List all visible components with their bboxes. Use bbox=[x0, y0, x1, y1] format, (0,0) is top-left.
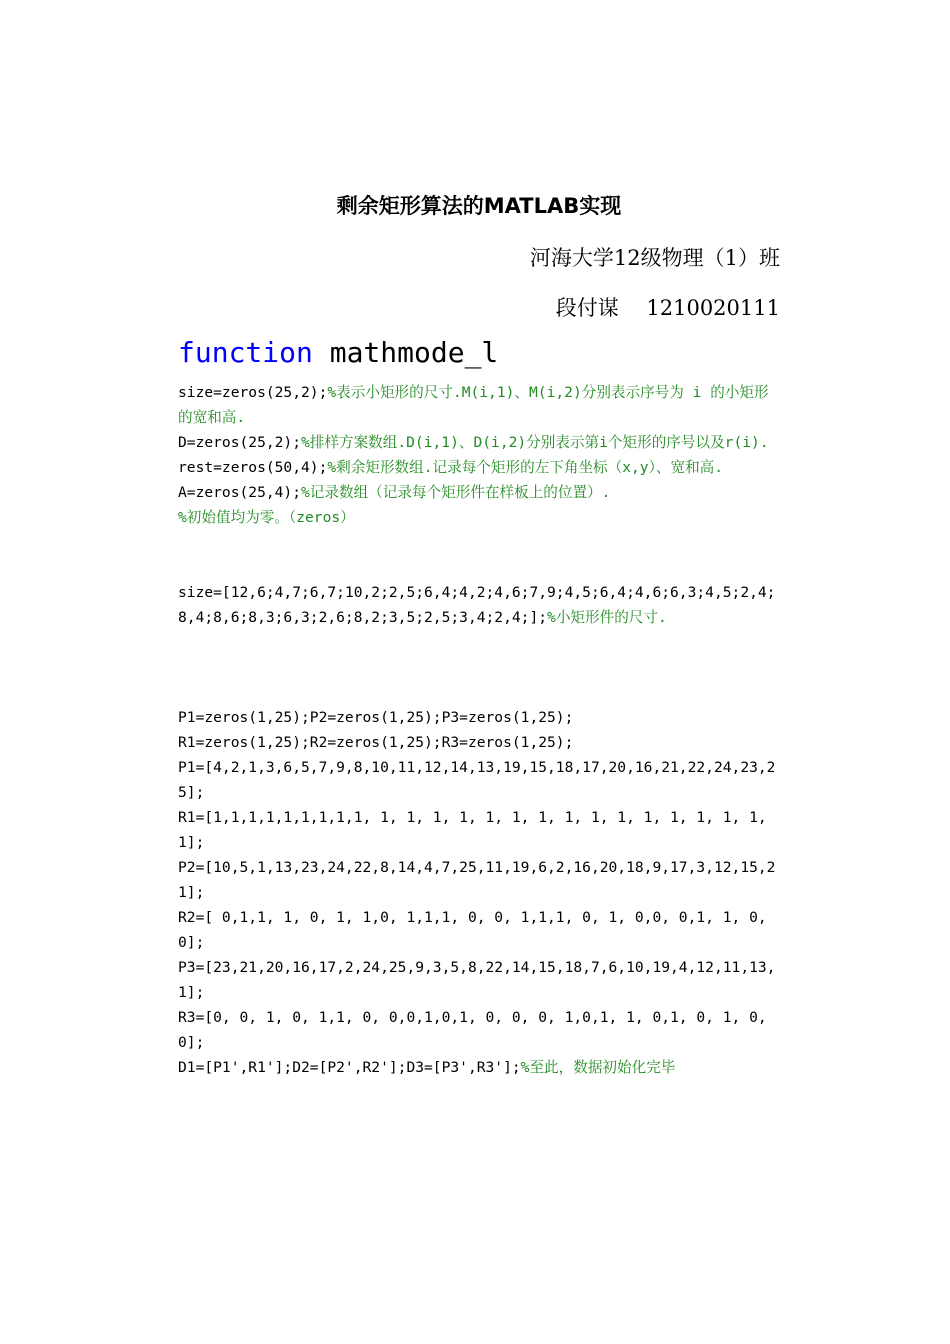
code-line bbox=[178, 805, 783, 855]
code-text: D=zeros(25,2); bbox=[178, 434, 302, 451]
code-text: R3=[0, 0, 1, 0, 1,1, 0, 0,0,1,0,1, 0, 0, 0, 1,0,1, 1, 0,1, 0, 1, 0,0]; bbox=[178, 1009, 767, 1051]
code-line bbox=[178, 480, 783, 505]
code-text: size=zeros(25,2); bbox=[178, 384, 328, 401]
code-comment: %排样方案数组.D(i,1)、D(i,2)分别表示第i个矩形的序号以及r(i). bbox=[301, 434, 769, 451]
code-comment: %小矩形件的尺寸. bbox=[547, 609, 667, 626]
code-line bbox=[178, 955, 783, 1005]
code-text: R2=[ 0,1,1, 1, 0, 1, 1,0, 1,1,1, 0, 0, 1,1,1, 0, 1, 0,0, 0,1, 1, 0, 0]; bbox=[178, 909, 776, 951]
code-text: R1=[1,1,1,1,1,1,1,1,1, 1, 1, 1, 1, 1, 1, 1, 1, 1, 1, 1, 1, 1, 1, 1, 1]; bbox=[178, 809, 776, 851]
code-comment: %表示小矩形的尺寸.M(i,1)、M(i,2)分别表示序号为 i 的小矩形的宽和高. bbox=[178, 384, 769, 426]
code-line bbox=[178, 580, 783, 630]
code-line bbox=[178, 380, 783, 430]
code-comment: %剩余矩形数组.记录每个矩形的左下角坐标（x,y）、宽和高. bbox=[327, 459, 724, 476]
code-line bbox=[178, 430, 783, 455]
function-name: mathmode_l bbox=[312, 336, 499, 369]
code-comment: %至此，数据初始化完毕 bbox=[520, 1059, 676, 1076]
document-title: 剩余矩形算法的MATLAB实现 bbox=[336, 194, 622, 218]
code-text: P3=[23,21,20,16,17,2,24,25,9,3,5,8,22,14,15,18,7,6,10,19,4,12,11,13,1]; bbox=[178, 959, 776, 1001]
code-line bbox=[178, 705, 783, 730]
code-block-initialization bbox=[178, 380, 783, 530]
code-text: rest=zeros(50,4); bbox=[178, 459, 328, 476]
code-line bbox=[178, 855, 783, 905]
code-comment: %记录数组（记录每个矩形件在样板上的位置）. bbox=[301, 484, 611, 501]
code-block-sizes bbox=[178, 580, 783, 630]
function-keyword: function bbox=[178, 336, 313, 369]
code-line bbox=[178, 1005, 783, 1055]
code-line bbox=[178, 455, 783, 480]
author-affiliation: 河海大学12级物理（1）班 bbox=[529, 246, 780, 270]
code-text: P1=[4,2,1,3,6,5,7,9,8,10,11,12,14,13,19,15,18,17,20,16,21,22,24,23,25]; bbox=[178, 759, 776, 801]
code-text: R1=zeros(1,25);R2=zeros(1,25);R3=zeros(1,25); bbox=[178, 734, 574, 751]
code-line bbox=[178, 1055, 783, 1080]
code-text: size=[12,6;4,7;6,7;10,2;2,5;6,4;4,2;4,6;7,9;4,5;6,4;4,6;6,3;4,5;2,4;8,4;8,6;8,3;6,3;2,6;8,2;3,5;2,5;3,4;2,4;]; bbox=[178, 584, 776, 626]
code-text: D1=[P1',R1'];D2=[P2',R2'];D3=[P3',R3']; bbox=[178, 1059, 521, 1076]
code-text: P1=zeros(1,25);P2=zeros(1,25);P3=zeros(1,25); bbox=[178, 709, 574, 726]
code-comment: %初始值均为零。（zeros） bbox=[178, 509, 355, 526]
code-line bbox=[178, 730, 783, 755]
code-text: A=zeros(25,4); bbox=[178, 484, 302, 501]
code-text: P2=[10,5,1,13,23,24,22,8,14,4,7,25,11,19,6,2,16,20,18,9,17,3,12,15,21]; bbox=[178, 859, 776, 901]
code-block-arrays bbox=[178, 705, 783, 1080]
code-line bbox=[178, 505, 783, 530]
function-declaration bbox=[178, 336, 498, 369]
code-line bbox=[178, 905, 783, 955]
code-line bbox=[178, 755, 783, 805]
author-name-id: 段付谋 1210020111 bbox=[555, 296, 780, 320]
